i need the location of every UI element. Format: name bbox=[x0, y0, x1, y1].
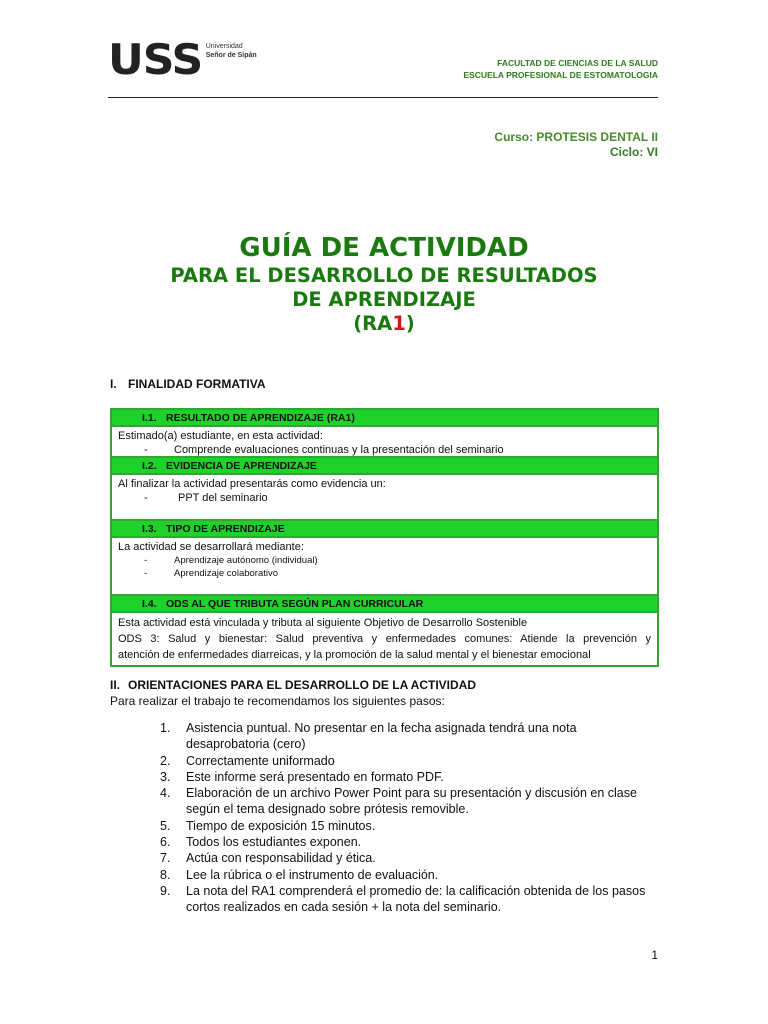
section-2-intro: Para realizar el trabajo te recomendamos los siguientes pasos: bbox=[110, 694, 445, 708]
header-num: I.2. bbox=[142, 460, 157, 472]
table-body-4 bbox=[112, 613, 657, 665]
school-name: ESCUELA PROFESIONAL DE ESTOMATOLOGIA bbox=[463, 70, 658, 80]
ra-open: (RA bbox=[353, 312, 393, 335]
list-item bbox=[160, 867, 660, 883]
section-1-num: I. bbox=[110, 377, 117, 391]
list-item bbox=[118, 554, 651, 567]
step-number: 4. bbox=[160, 786, 171, 801]
step-text: Correctamente uniformado bbox=[186, 753, 335, 768]
step-text: Este informe será presentado en formato PDF. bbox=[186, 769, 444, 784]
body-intro: Al finalizar la actividad presentarás como evidencia un: bbox=[118, 478, 386, 490]
list-item-text: Aprendizaje colaborativo bbox=[174, 568, 279, 579]
header-title: TIPO DE APRENDIZAJE bbox=[166, 523, 285, 535]
university-logo bbox=[108, 35, 257, 84]
body-line: Esta actividad está vinculada y tributa al siguiente Objetivo de Desarrollo Sostenible bbox=[118, 617, 528, 629]
title-line1: GUÍA DE ACTIVIDAD bbox=[239, 233, 529, 263]
header-num: I.3. bbox=[142, 523, 157, 535]
step-number: 3. bbox=[160, 769, 171, 784]
list-item bbox=[160, 785, 660, 818]
course-info bbox=[494, 130, 658, 160]
step-text: Tiempo de exposición 15 minutos. bbox=[186, 818, 376, 833]
header-title: RESULTADO DE APRENDIZAJE (RA1) bbox=[166, 412, 355, 424]
title-line3: DE APRENDIZAJE bbox=[292, 288, 476, 311]
list-item bbox=[160, 720, 660, 753]
section-2-title: ORIENTACIONES PARA EL DESARROLLO DE LA ACTIVIDAD bbox=[128, 678, 477, 692]
course-cycle: Ciclo: VI bbox=[609, 145, 658, 159]
table-header-1 bbox=[112, 410, 657, 427]
logo-text bbox=[206, 42, 257, 60]
section-2-heading bbox=[110, 678, 476, 692]
course-name: Curso: PROTESIS DENTAL II bbox=[494, 130, 658, 144]
list-item bbox=[160, 850, 660, 866]
list-item bbox=[160, 818, 660, 834]
logo-line1: Universidad bbox=[205, 43, 243, 50]
steps-list bbox=[160, 720, 660, 916]
ra-number: 1 bbox=[392, 312, 406, 335]
step-number: 7. bbox=[160, 851, 171, 866]
step-text: La nota del RA1 comprenderá el promedio de: la calificación obtenida de los pasos cortos realizados en cada sesión + la nota del seminario. bbox=[186, 883, 646, 915]
section-1-title: FINALIDAD FORMATIVA bbox=[128, 377, 266, 391]
list-item bbox=[118, 491, 651, 505]
table-body-2 bbox=[112, 475, 657, 521]
formative-table bbox=[110, 408, 659, 667]
list-item bbox=[160, 883, 660, 916]
faculty-info bbox=[463, 57, 658, 81]
logo-line2: Señor de Sipán bbox=[205, 52, 257, 59]
body-line: ODS 3: Salud y bienestar: Salud preventiva y enfermedades comunes: Atiende la prevención y bbox=[118, 633, 651, 645]
section-2-num: II. bbox=[110, 678, 121, 692]
title-line2: PARA EL DESARROLLO DE RESULTADOS bbox=[170, 264, 598, 287]
step-text: Elaboración de un archivo Power Point para su presentación y discusión en clase según el tema designado sobre prótesis removible. bbox=[186, 786, 637, 817]
list-item-text: Comprende evaluaciones continuas y la presentación del seminario bbox=[174, 444, 504, 456]
list-item bbox=[160, 769, 660, 785]
header-num: I.1. bbox=[142, 412, 157, 424]
title-ra bbox=[0, 312, 768, 336]
page-header bbox=[108, 35, 658, 98]
header-title: ODS AL QUE TRIBUTA SEGÚN PLAN CURRICULAR bbox=[166, 598, 424, 610]
list-item bbox=[160, 834, 660, 850]
step-number: 1. bbox=[160, 721, 171, 735]
step-number: 9. bbox=[160, 883, 171, 898]
step-text: Asistencia puntual. No presentar en la fecha asignada tendrá una nota desaprobatoria (cero) bbox=[186, 721, 577, 752]
header-num: I.4. bbox=[142, 598, 157, 610]
ra-close: ) bbox=[405, 312, 415, 335]
list-item bbox=[118, 443, 651, 457]
step-text: Actúa con responsabilidad y ética. bbox=[186, 851, 376, 866]
step-text: Lee la rúbrica o el instrumento de evaluación. bbox=[186, 867, 439, 882]
table-body-3 bbox=[112, 538, 657, 596]
step-number: 8. bbox=[160, 867, 171, 882]
table-header-2 bbox=[112, 458, 657, 475]
step-text: Todos los estudiantes exponen. bbox=[186, 835, 362, 850]
table-header-4 bbox=[112, 596, 657, 613]
body-line: atención de enfermedades diarreicas, y la promoción de la salud mental y el bienestar emocional bbox=[118, 649, 591, 661]
page-number: 1 bbox=[651, 948, 658, 962]
header-title: EVIDENCIA DE APRENDIZAJE bbox=[166, 460, 317, 472]
step-number: 6. bbox=[160, 835, 171, 850]
step-number: 5. bbox=[160, 818, 171, 833]
section-1-heading bbox=[110, 377, 266, 391]
table-body-1 bbox=[112, 427, 657, 458]
logo-mark: USS bbox=[108, 35, 203, 84]
list-item bbox=[118, 567, 651, 580]
list-item-text: PPT del seminario bbox=[178, 492, 268, 504]
list-item-text: Aprendizaje autónomo (individual) bbox=[174, 555, 318, 566]
list-item bbox=[160, 753, 660, 769]
faculty-name: FACULTAD DE CIENCIAS DE LA SALUD bbox=[497, 58, 658, 68]
table-header-3 bbox=[112, 521, 657, 538]
body-intro: Estimado(a) estudiante, en esta actividad: bbox=[118, 430, 323, 442]
document-title bbox=[0, 232, 768, 336]
step-number: 2. bbox=[160, 753, 171, 768]
body-intro: La actividad se desarrollará mediante: bbox=[118, 541, 304, 553]
